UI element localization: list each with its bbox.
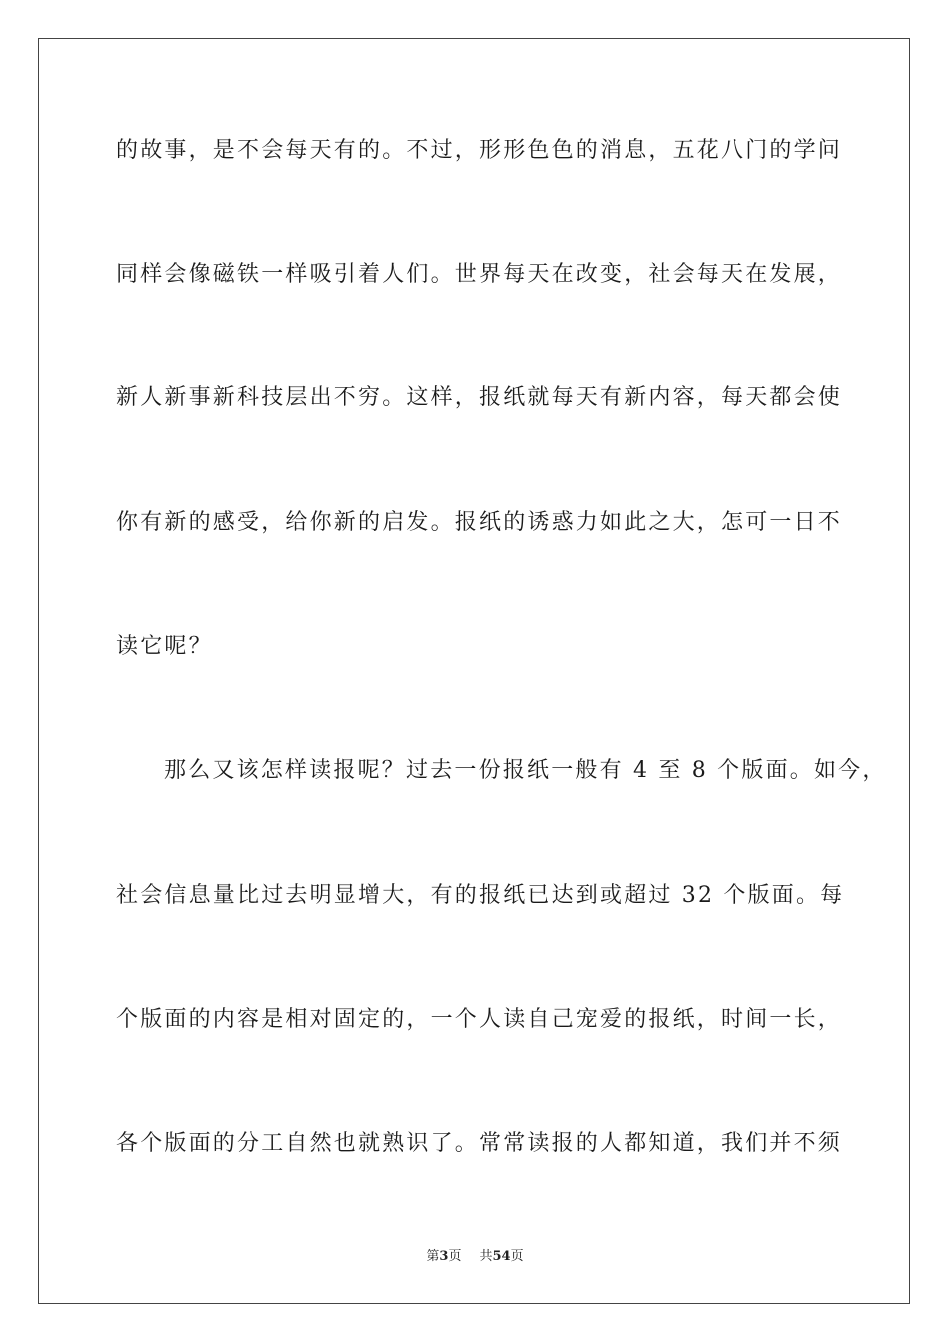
body-line-8: 个版面的内容是相对固定的，一个人读自己宠爱的报纸，时间一长， bbox=[116, 1007, 843, 1032]
page-number: 3 bbox=[439, 1249, 449, 1264]
body-line-9: 各个版面的分工自然也就熟识了。常常读报的人都知道，我们并不须 bbox=[116, 1131, 843, 1156]
total-prefix: 共 bbox=[479, 1249, 493, 1264]
page-footer bbox=[0, 1248, 950, 1266]
body-line-3: 新人新事新科技层出不穷。这样，报纸就每天有新内容，每天都会使 bbox=[116, 385, 843, 410]
body-line-1: 的故事，是不会每天有的。不过，形形色色的消息，五花八门的学问 bbox=[116, 138, 843, 163]
page-frame bbox=[38, 38, 910, 1304]
body-line-7: 社会信息量比过去明显增大，有的报纸已达到或超过 32 个版面。每 bbox=[116, 883, 845, 908]
page-suffix: 页 bbox=[448, 1249, 462, 1264]
total-pages: 54 bbox=[492, 1249, 511, 1264]
body-line-2: 同样会像磁铁一样吸引着人们。世界每天在改变，社会每天在发展， bbox=[116, 262, 843, 287]
body-line-5: 读它呢？ bbox=[116, 634, 213, 659]
body-line-6-paragraph-start: 那么又该怎样读报呢？过去一份报纸一般有 4 至 8 个版面。如今， bbox=[164, 758, 887, 783]
total-suffix: 页 bbox=[510, 1249, 524, 1264]
body-line-4: 你有新的感受，给你新的启发。报纸的诱惑力如此之大，怎可一日不 bbox=[116, 510, 843, 535]
page-prefix: 第 bbox=[426, 1249, 440, 1264]
